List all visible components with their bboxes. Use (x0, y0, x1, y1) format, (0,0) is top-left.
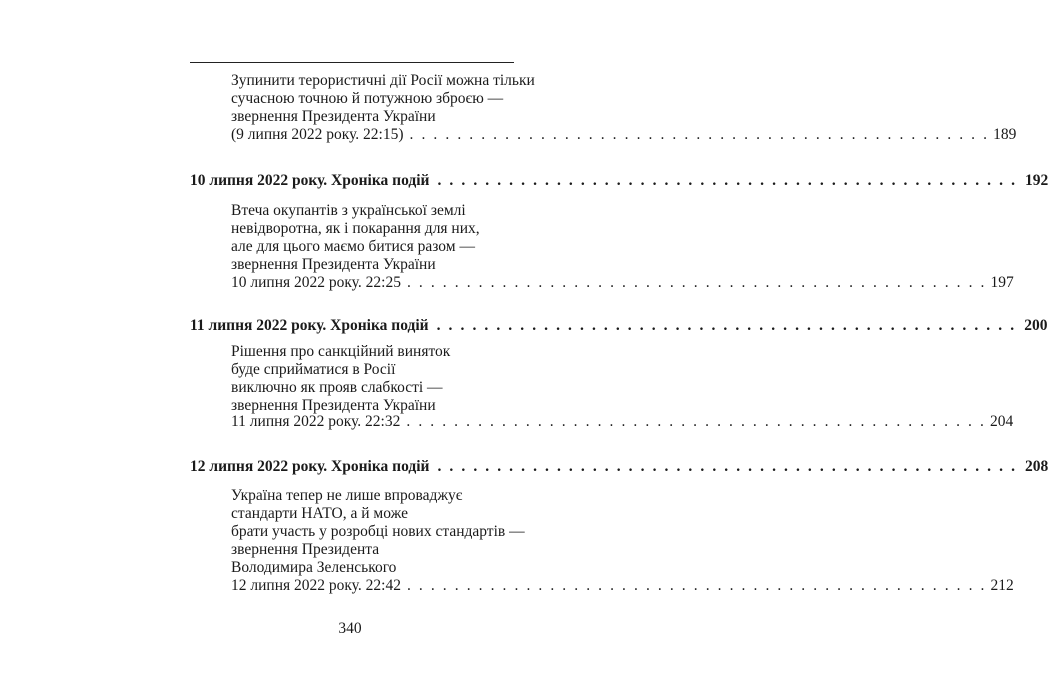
entry-date: 10 липня 2022 року. 22:25 (231, 274, 401, 291)
entry-text-line: невідворотна, як і покарання для них, (231, 220, 480, 237)
entry-page-number: 189 (993, 126, 1017, 143)
entry-text-line: звернення Президента України (231, 108, 436, 125)
entry-text-line: Україна тепер не лише впроваджує (231, 487, 463, 504)
toc-heading (190, 317, 1048, 335)
entry-text-line: виключно як прояв слабкості — (231, 379, 443, 396)
entry-date-line (231, 274, 1014, 292)
entry-text-line: стандарти НАТО, а й може (231, 505, 408, 522)
entry-text-line: Рішення про санкційний виняток (231, 343, 451, 360)
entry-date: 12 липня 2022 року. 22:42 (231, 577, 401, 594)
toc-heading (190, 458, 1048, 476)
entry-text-line: Зупинити терористичні дії Росії можна тільки (231, 72, 535, 89)
entry-text-line: сучасною точною й потужною зброєю — (231, 90, 504, 107)
entry-text-line: звернення Президента України (231, 256, 436, 273)
entry-text-line: звернення Президента України (231, 397, 436, 414)
entry-date: (9 липня 2022 року. 22:15) (231, 126, 404, 143)
dot-leader: . . . . . . . . . . . . . . . . . . . . . . . . . . . . . . . . . . . . . . . . . . . . . . . . . (406, 577, 987, 594)
heading-title: 10 липня 2022 року. Хроніка подій (190, 172, 430, 189)
heading-title: 11 липня 2022 року. Хроніка подій (190, 317, 429, 334)
heading-page-number: 192 (1025, 172, 1048, 189)
page-number: 340 (338, 620, 362, 637)
entry-page-number: 212 (990, 577, 1014, 594)
entry-text-line: але для цього маємо битися разом — (231, 238, 475, 255)
entry-text-line: Втеча окупантів з української землі (231, 202, 466, 219)
entry-page-number: 204 (989, 413, 1014, 430)
entry-text-line: звернення Президента (231, 541, 380, 558)
entry-date-line (231, 577, 1014, 595)
heading-page-number: 208 (1025, 458, 1048, 475)
entry-text-line: буде сприйматися в Росії (231, 361, 396, 378)
dot-leader: . . . . . . . . . . . . . . . . . . . . . . . . . . . . . . . . . . . . . . . . . . . . . . . . . (437, 172, 1018, 189)
entry-date-line (231, 126, 1017, 144)
entry-date-line (231, 413, 1014, 431)
entry-text-line: брати участь у розробці нових стандартів — (231, 523, 525, 540)
heading-title: 12 липня 2022 року. Хроніка подій (190, 458, 430, 475)
heading-page-number: 200 (1024, 317, 1048, 334)
entry-text-line: Володимира Зеленського (231, 559, 397, 576)
entry-page-number: 197 (990, 274, 1014, 291)
dot-leader: . . . . . . . . . . . . . . . . . . . . . . . . . . . . . . . . . . . . . . . . . . . . . . . . . (437, 458, 1018, 475)
dot-leader: . . . . . . . . . . . . . . . . . . . . . . . . . . . . . . . . . . . . . . . . . . . . . . . . . (409, 126, 990, 143)
dot-leader: . . . . . . . . . . . . . . . . . . . . . . . . . . . . . . . . . . . . . . . . . . . . . . . . . (406, 274, 987, 291)
entry-date: 11 липня 2022 року. 22:32 (231, 413, 401, 430)
dot-leader: . . . . . . . . . . . . . . . . . . . . . . . . . . . . . . . . . . . . . . . . . . . . . . . . . (436, 317, 1017, 334)
toc-heading (190, 172, 1048, 190)
dot-leader: . . . . . . . . . . . . . . . . . . . . . . . . . . . . . . . . . . . . . . . . . . . . . . . . . (406, 413, 986, 430)
top-rule (190, 62, 514, 63)
